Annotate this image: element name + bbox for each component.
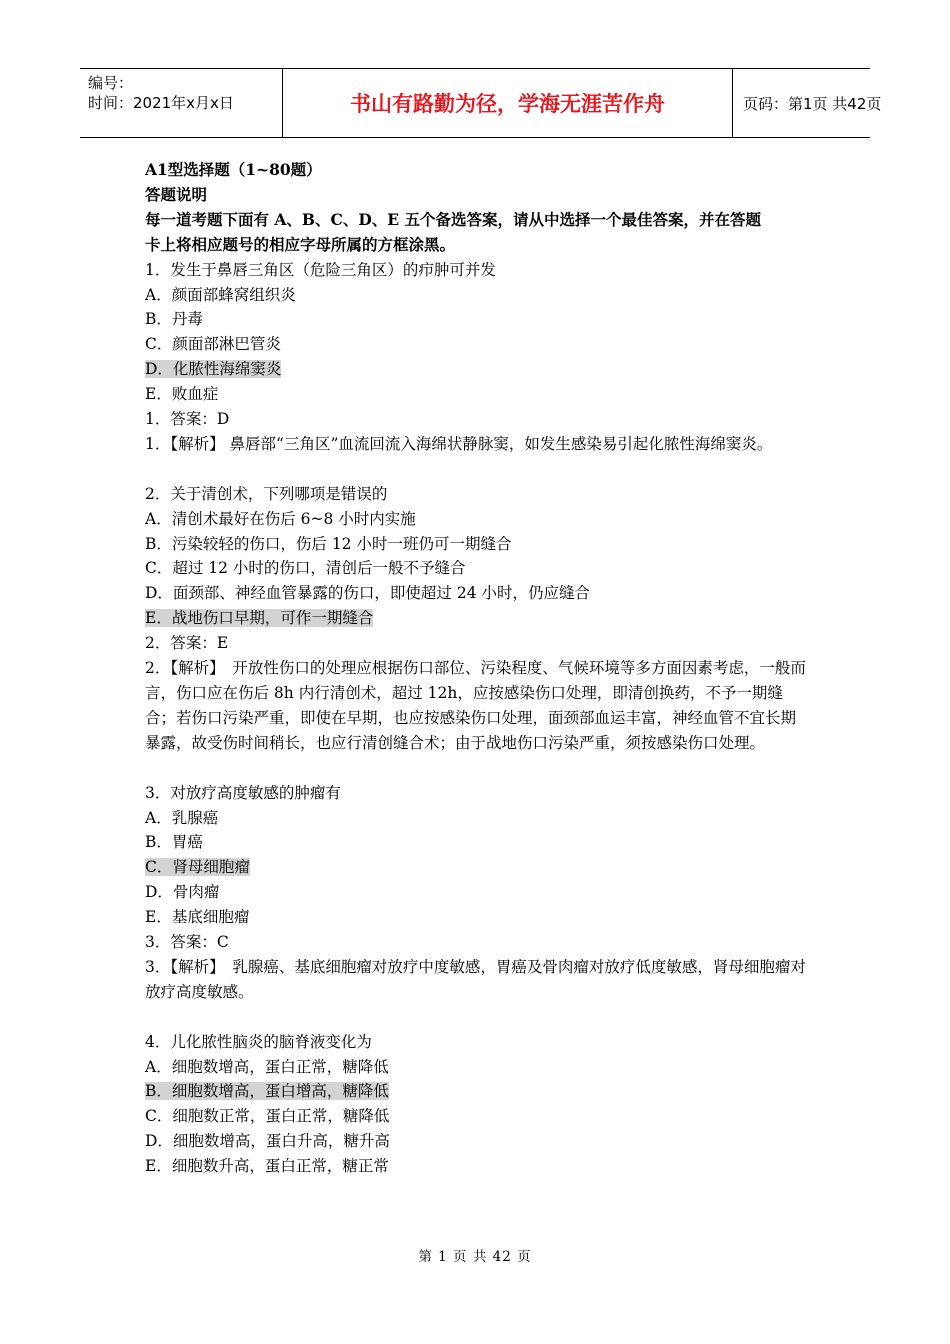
correct-answer-option: B．细胞数增高，蛋白增高，糖降低 [145, 1082, 389, 1101]
answer-option: A．细胞数增高，蛋白正常，糖降低 [145, 1057, 389, 1076]
correct-answer-option: D．化脓性海绵窦炎 [145, 360, 282, 379]
correct-answer-option: E．战地伤口早期，可作一期缝合 [145, 609, 374, 628]
answer-option: A．清创术最好在伤后 6~8 小时内实施 [145, 509, 416, 528]
document-number-label: 编号： [88, 74, 134, 92]
instructions-heading: 答题说明 [145, 184, 208, 204]
answer-analysis: 1．【解析】 鼻唇部“三角区”血流回流入海绵状静脉窦，如发生感染易引起化脓性海绵窦炎。 [145, 434, 773, 453]
question-stem: 2．关于清创术，下列哪项是错误的 [145, 484, 388, 503]
answer-option: C．颜面部淋巴管炎 [145, 335, 281, 354]
header-page-info: 页码：第1页 共42页 [743, 94, 882, 113]
document-body [145, 158, 810, 1179]
answer-option: A．乳腺癌 [145, 808, 219, 827]
instructions-text: 卡上将相应题号的相应字母所属的方框涂黑。 [145, 234, 456, 254]
instructions-text: 每一道考题下面有 A、B、C、D、E 五个备选答案，请从中选择一个最佳答案，并在答题 [145, 209, 762, 229]
answer-analysis: 3．【解析】 乳腺癌、基底细胞瘤对放疗中度敏感，胃癌及骨肉瘤对放疗低度敏感，肾母细胞瘤对放疗高度敏感。 [145, 957, 806, 1001]
header-meta [80, 69, 282, 137]
question-stem: 1．发生于鼻唇三角区（危险三角区）的疖肿可并发 [145, 260, 496, 279]
answer-analysis: 2．【解析】 开放性伤口的处理应根据伤口部位、污染程度、气候环境等多方面因素考虑，一般而言，伤口应在伤后 8h 内行清创术，超过 12h，应按感染伤口处理，即清创换药，不予一期缝合；若伤口污染严重，即使在早期，也应按感染伤口处理，面颈部血运丰富，神经血管不宜长期暴露，故受伤时间稍长，也应行清创缝合术；由于战地伤口污染严重，须按感染伤口处理。 [145, 659, 806, 752]
answer-option: E．基底细胞瘤 [145, 908, 250, 927]
answer-option: B．污染较轻的伤口，伤后 12 小时一班仍可一期缝合 [145, 534, 512, 553]
answer-option: D．面颈部、神经血管暴露的伤口，即使超过 24 小时，仍应缝合 [145, 584, 591, 603]
page-footer: 第 1 页 共 42 页 [418, 1249, 532, 1265]
answer-key: 3．答案：C [145, 933, 229, 952]
answer-option: B．丹毒 [145, 310, 203, 329]
answer-option: C．超过 12 小时的伤口，清创后一般不予缝合 [145, 559, 466, 578]
answer-option: E．细胞数升高，蛋白正常，糖正常 [145, 1157, 389, 1176]
question-stem: 4．儿化脓性脑炎的脑脊液变化为 [145, 1032, 372, 1051]
page-header [80, 68, 882, 138]
answer-option: E．败血症 [145, 385, 219, 404]
answer-option: C．细胞数正常，蛋白正常，糖降低 [145, 1107, 390, 1126]
answer-key: 1．答案：D [145, 410, 230, 429]
question-stem: 3．对放疗高度敏感的肿瘤有 [145, 783, 341, 802]
header-motto: 书山有路勤为径，学海无涯苦作舟 [282, 69, 733, 137]
correct-answer-option: C．肾母细胞瘤 [145, 858, 250, 877]
answer-option: D．细胞数增高，蛋白升高，糖升高 [145, 1132, 390, 1151]
answer-option: A．颜面部蜂窝组织炎 [145, 285, 296, 304]
answer-key: 2．答案：E [145, 634, 229, 653]
document-date-label: 时间：2021年x月x日 [88, 94, 234, 112]
answer-option: B．胃癌 [145, 833, 203, 852]
section-title: A1型选择题（1~80题） [145, 160, 322, 179]
answer-option: D．骨肉瘤 [145, 883, 220, 902]
